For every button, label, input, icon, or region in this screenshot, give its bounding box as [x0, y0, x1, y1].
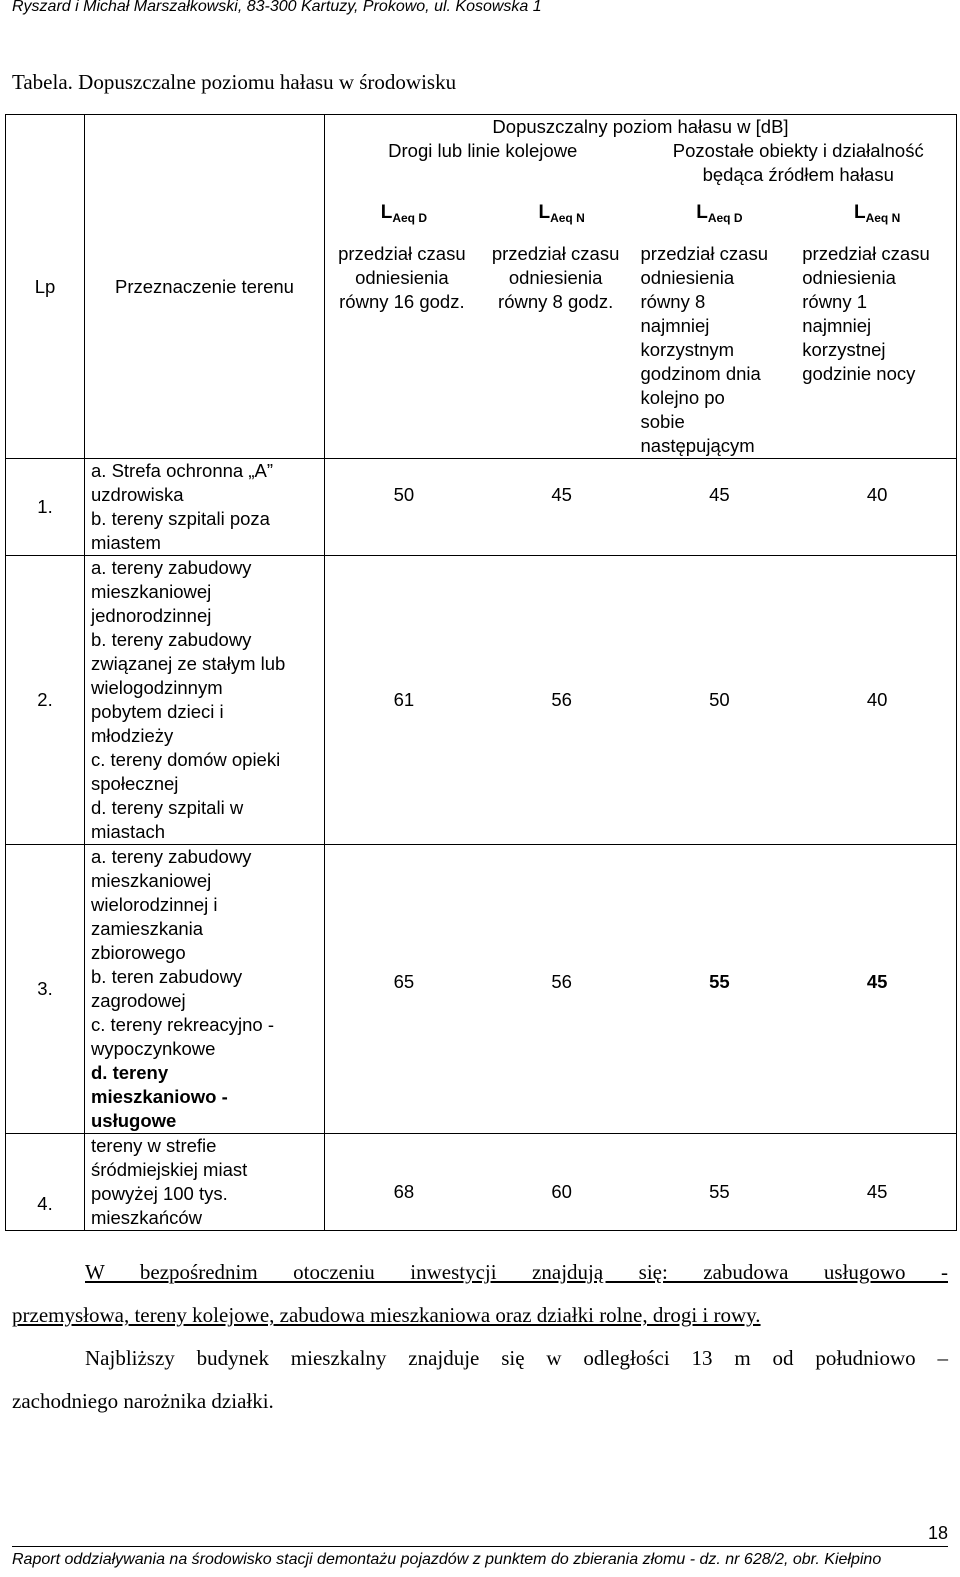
paragraph-2-line-1: Najbliższy budynek mieszkalny znajduje się w odległości 13 m od południowo – [85, 1346, 948, 1370]
page-footer: Raport oddziaływania na środowisko stacji demontażu pojazdów z punktem do zbierania złomu - dz. nr 628/2, obr. Kiełpino [12, 1546, 948, 1569]
row-lp: 3. [6, 845, 85, 1134]
desc-roads-night: przedział czasu odniesienia równy 8 godz. [491, 243, 620, 312]
row-values [325, 845, 957, 1134]
desc-roads-day: przedział czasu odniesienia równy 16 godz. [338, 243, 466, 312]
group-other-line2: będąca źródłem hałasu [702, 164, 894, 185]
table-row [6, 1134, 957, 1231]
value-cell: 45 [866, 1181, 888, 1202]
value-cell: 55 [709, 971, 730, 992]
desc-other-night: przedział czasu odniesienia równy 1 najmniej korzystnej godzinie nocy [802, 243, 930, 384]
row-purpose: a. Strefa ochronna „A” uzdrowiska b. tereny szpitali poza miastem [85, 459, 325, 556]
value-cell: 45 [866, 971, 888, 992]
value-cell: 40 [866, 484, 888, 505]
row-purpose: a. tereny zabudowy mieszkaniowej wielorodzinnej i zamieszkania zbiorowego b. teren zabudowy zagrodowej c. tereny rekreacyjno - wypoczynkowe d. tereny mieszkaniowo - usługowe [85, 845, 325, 1134]
row-lp: 2. [6, 556, 85, 845]
header-purpose: Przeznaczenie terenu [85, 115, 325, 459]
row-purpose: tereny w strefie śródmiejskiej miast powyżej 100 tys. mieszkańców [85, 1134, 325, 1231]
laeq-d-roads: $L_{Aeq D}$ [380, 202, 428, 225]
value-cell: 56 [551, 971, 572, 992]
value-cell: 65 [393, 971, 415, 992]
value-cell: 45 [551, 484, 572, 505]
header-lp: Lp [6, 115, 85, 459]
table-caption: Tabela. Dopuszczalne poziomu hałasu w środowisku [12, 70, 457, 94]
desc-other-day: przedział czasu odniesienia równy 8 najmniej korzystnym godzinom dnia kolejno po sobie następującym [640, 243, 769, 456]
paragraph-1-line-1: W bezpośrednim otoczeniu inwestycji znajdują się: zabudowa usługowo - [85, 1260, 948, 1284]
group-roads: Drogi lub linie kolejowe [388, 140, 578, 161]
row-lp: 1. [6, 459, 85, 556]
row-lp: 4. [6, 1134, 85, 1231]
row-values [325, 459, 957, 556]
group-title: Dopuszczalny poziom hałasu w [dB] [492, 116, 789, 137]
value-cell: 45 [709, 484, 730, 505]
laeq-n-roads: $L_{Aeq N}$ [538, 202, 585, 225]
header-noise-level [325, 115, 957, 459]
laeq-d-other: $L_{Aeq D}$ [696, 202, 743, 225]
table-row [6, 556, 957, 845]
value-cell: 50 [393, 484, 415, 505]
laeq-n-other: $L_{Aeq N}$ [853, 202, 901, 225]
value-cell: 60 [551, 1181, 572, 1202]
page-header: Ryszard i Michał Marszałkowski, 83-300 Kartuzy, Prokowo, ul. Kosowska 1 [12, 0, 542, 15]
paragraph-2-line-2: zachodniego narożnika działki. [12, 1389, 274, 1413]
paragraph-1-line-2: przemysłowa, tereny kolejowe, zabudowa mieszkaniowa oraz działki rolne, drogi i rowy. [12, 1303, 761, 1327]
value-cell: 68 [393, 1181, 415, 1202]
noise-limits-table [5, 114, 957, 1231]
row-purpose: a. tereny zabudowy mieszkaniowej jednorodzinnej b. tereny zabudowy związanej ze stałym lub wielogodzinnym pobytem dzieci i młodzieży c. tereny domów opieki społecznej d. tereny szpitali w miastach [85, 556, 325, 845]
value-cell: 40 [866, 689, 888, 710]
value-cell: 56 [551, 689, 572, 710]
group-other-line1: Pozostałe obiekty i działalność [672, 140, 924, 161]
value-cell: 55 [709, 1181, 730, 1202]
value-cell: 61 [393, 689, 415, 710]
row-values [325, 556, 957, 845]
value-cell: 50 [709, 689, 730, 710]
page-number: 18 [927, 1523, 948, 1543]
table-row [6, 459, 957, 556]
row-values [325, 1134, 957, 1231]
table-row [6, 845, 957, 1134]
